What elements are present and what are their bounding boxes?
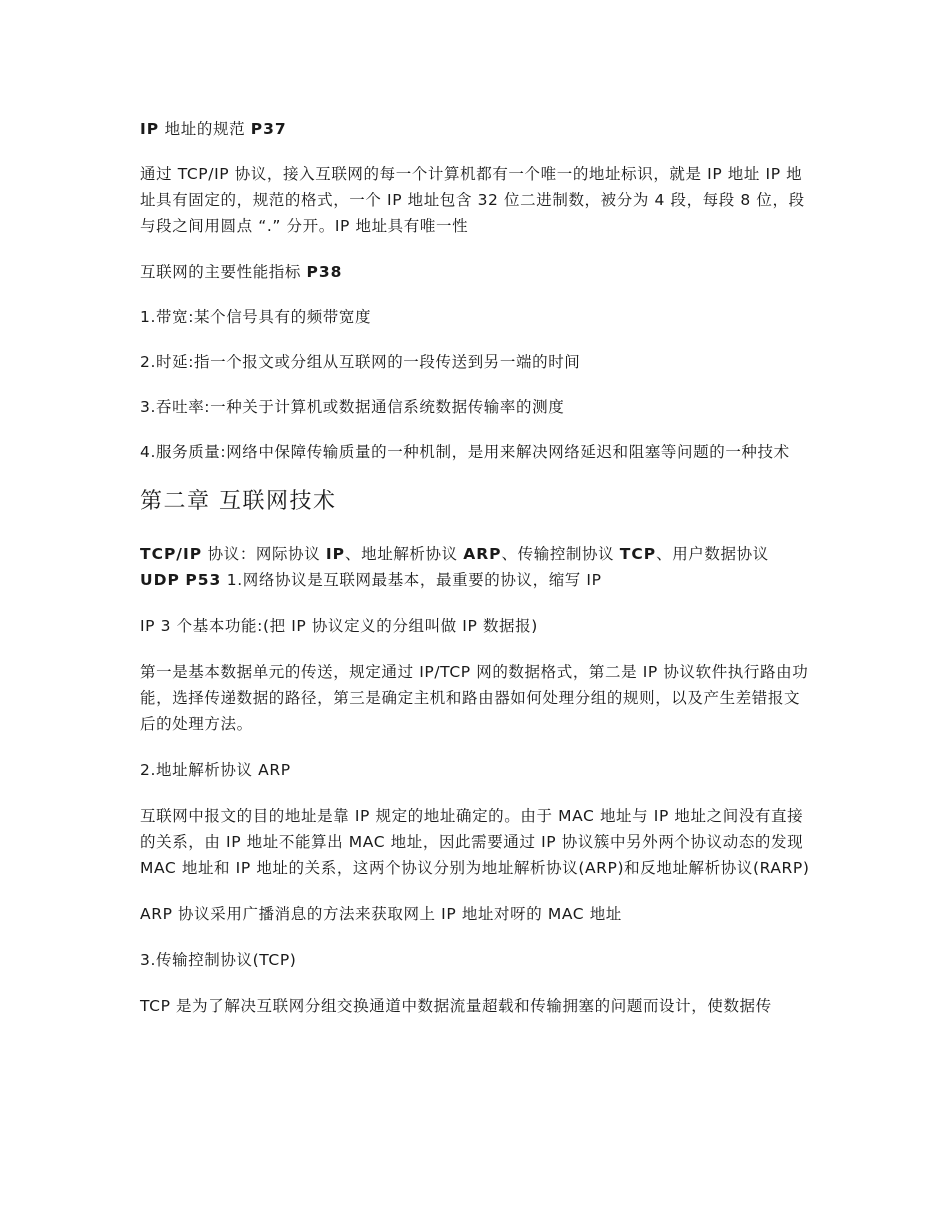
section-heading-performance	[140, 259, 812, 285]
text-fragment: 、传输控制协议	[501, 545, 620, 563]
page-reference: P37	[250, 120, 287, 138]
text-fragment: 、地址解析协议	[345, 545, 464, 563]
list-item-latency: 2.时延:指一个报文或分组从互联网的一段传送到另一端的时间	[140, 353, 581, 371]
term-udp: UDP	[140, 571, 180, 589]
document-page	[140, 116, 812, 1019]
page-reference: P53	[185, 571, 222, 589]
term-tcpip: TCP/IP	[140, 545, 203, 563]
paragraph-ip-functions-intro: IP 3 个基本功能:(把 IP 协议定义的分组叫做 IP 数据报)	[140, 617, 538, 635]
list-item-qos: 4.服务质量:网络中保障传输质量的一种机制，是用来解决网络延迟和阻塞等问题的一种技术	[140, 443, 790, 461]
paragraph-arp: 互联网中报文的目的地址是靠 IP 规定的地址确定的。由于 MAC 地址与 IP 地址之间没有直接的关系，由 IP 地址不能算出 MAC 地址，因此需要通过 IP 协议簇中另外两个协议动态的发现 MAC 地址和 IP 地址的关系，这两个协议分别为地址解析协议(ARP)和反地址解析协议(RARP)	[140, 807, 810, 877]
term-arp: ARP	[463, 545, 502, 563]
paragraph-ip-functions-detail: 第一是基本数据单元的传送，规定通过 IP/TCP 网的数据格式，第二是 IP 协议软件执行路由功能，选择传递数据的路径，第三是确定主机和路由器如何处理分组的规则，以及产生差错报文后的处理方法。	[140, 663, 809, 733]
heading-bold-ip: IP	[140, 120, 160, 138]
section-heading-tcp: 3.传输控制协议(TCP)	[140, 951, 297, 969]
section-heading-arp: 2.地址解析协议 ARP	[140, 761, 291, 779]
list-item-throughput: 3.吞吐率:一种关于计算机或数据通信系统数据传输率的测度	[140, 398, 565, 416]
paragraph-tcp: TCP 是为了解决互联网分组交换通道中数据流量超载和传输拥塞的问题而设计，使数据传	[140, 997, 772, 1015]
chapter-heading: 第二章 互联网技术	[140, 489, 337, 514]
term-tcp: TCP	[619, 545, 657, 563]
section-heading-ip-address	[140, 116, 812, 142]
heading-text: 互联网的主要性能指标	[140, 263, 307, 281]
text-fragment: 1.网络协议是互联网最基本，最重要的协议，缩写 IP	[221, 571, 602, 589]
paragraph-arp-note: ARP 协议采用广播消息的方法来获取网上 IP 地址对呀的 MAC 地址	[140, 905, 622, 923]
text-fragment: 协议：网际协议	[202, 545, 326, 563]
paragraph-tcpip-protocols	[140, 541, 812, 593]
text-fragment: 、用户数据协议	[656, 545, 769, 563]
term-ip: IP	[325, 545, 346, 563]
heading-text: 地址的规范	[159, 120, 251, 138]
list-item-bandwidth: 1.带宽:某个信号具有的频带宽度	[140, 308, 372, 326]
paragraph-ip-address: 通过 TCP/IP 协议，接入互联网的每一个计算机都有一个唯一的地址标识，就是 IP 地址 IP 地址具有固定的，规范的格式，一个 IP 地址包含 32 位二进制数，被分为 4 段，每段 8 位，段与段之间用圆点 “.” 分开。IP 地址具有唯一性	[140, 165, 805, 235]
page-reference: P38	[306, 263, 343, 281]
